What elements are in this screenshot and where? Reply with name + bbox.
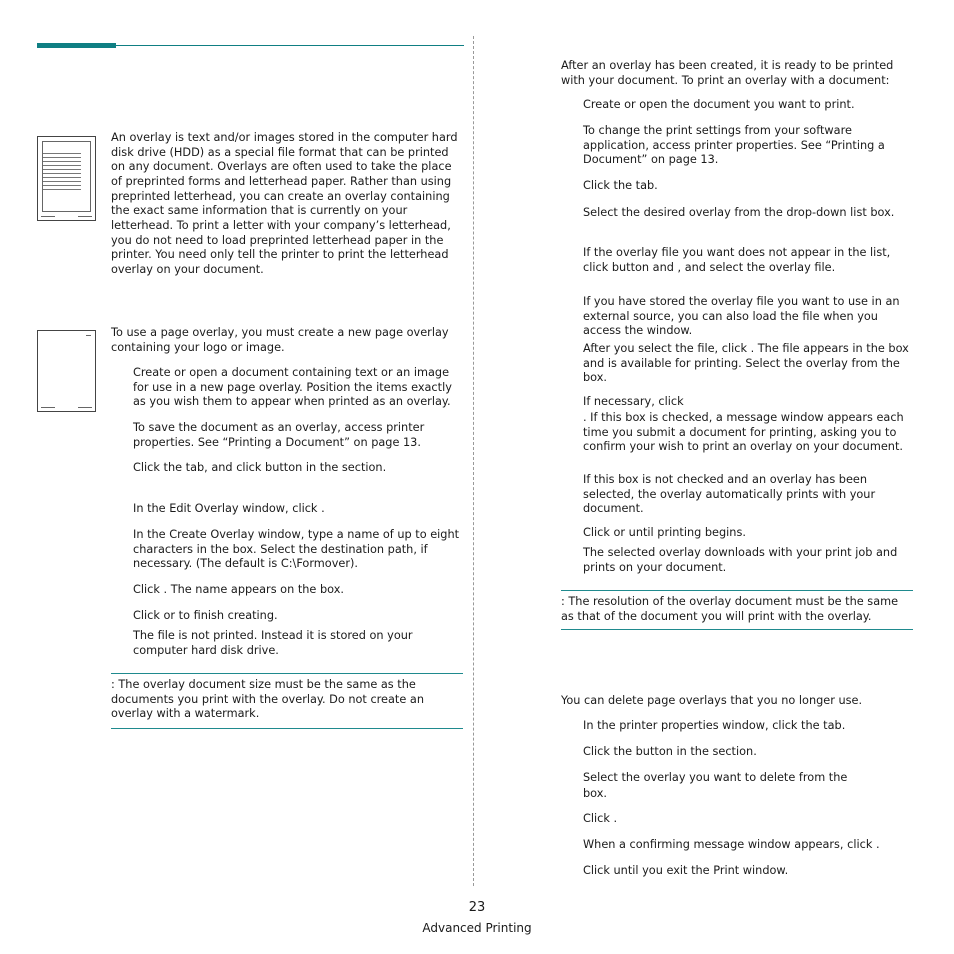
delete-step-1: In the printer properties window, click the tab. — [583, 719, 846, 732]
delete-step-3: Select the overlay you want to delete from the — [583, 771, 848, 784]
print-step-3: Click the tab. — [583, 179, 658, 192]
note-overlay-size: : The overlay document size must be the same as the documents you print with the overlay. Do not create an overlay with a watermark. — [111, 678, 424, 721]
footer-section-title: Advanced Printing — [422, 921, 532, 935]
create-step-2: To save the document as an overlay, access printer properties. See “Printing a Document” on page 13. — [133, 421, 425, 449]
create-step-4: In the Edit Overlay window, click . — [133, 502, 325, 515]
blank-page-icon — [37, 330, 96, 412]
create-step-5: In the Create Overlay window, type a name of up to eight characters in the box. Select the destination path, if necessary. (The default is C:\Formover). — [133, 528, 460, 571]
create-step-8: The file is not printed. Instead it is stored on your computer hard disk drive. — [133, 629, 413, 657]
note2-rule-top — [561, 590, 913, 591]
print-step-8: If necessary, click — [583, 395, 684, 408]
note-rule-top — [111, 673, 463, 674]
create-step-7: Click or to finish creating. — [133, 609, 278, 622]
letterhead-page-icon — [37, 136, 96, 221]
delete-step-3-cont: box. — [583, 787, 608, 800]
print-step-10: If this box is not checked and an overlay has been selected, the overlay automatically prints with your document. — [583, 473, 876, 516]
print-step-9: . If this box is checked, a message window appears each time you submit a document for printing, asking you to confirm your wish to print an overlay on your document. — [583, 411, 904, 454]
header-accent-bar — [37, 43, 116, 48]
print-step-12: The selected overlay downloads with your print job and prints on your document. — [583, 546, 898, 574]
delete-step-5: When a confirming message window appears, click . — [583, 838, 880, 851]
print-step-2: To change the print settings from your software application, access printer properties. See “Printing a Document” on page 13. — [583, 124, 885, 167]
note2-rule-bottom — [561, 629, 913, 630]
page-number: 23 — [468, 900, 486, 915]
create-step-3: Click the tab, and click button in the section. — [133, 461, 387, 474]
create-step-6: Click . The name appears on the box. — [133, 583, 344, 596]
delete-step-4: Click . — [583, 812, 618, 825]
print-overlay-intro: After an overlay has been created, it is ready to be printed with your document. To print an overlay with a document: — [561, 59, 894, 87]
delete-step-6: Click until you exit the Print window. — [583, 864, 789, 877]
print-step-6: If you have stored the overlay file you want to use in an external source, you can also load the file when you access the window. — [583, 295, 900, 338]
overlay-intro: An overlay is text and/or images stored in the computer hard disk drive (HDD) as a special file format that can be printed on any document. Overlays are often used to take the place of preprinted forms and letterhead paper. Rather than using preprinted letterhead, you can create an overlay containing the exact same information that is currently on your letterhead. To print a letter with your company’s letterhead, you do not need to load preprinted letterhead paper in the printer. You need only tell the printer to print the letterhead overlay on your document. — [111, 131, 458, 277]
print-step-1: Create or open the document you want to print. — [583, 98, 855, 111]
column-divider — [473, 36, 474, 886]
print-step-11: Click or until printing begins. — [583, 526, 746, 539]
print-step-4: Select the desired overlay from the drop-down list box. — [583, 206, 895, 219]
note-overlay-resolution: : The resolution of the overlay document must be the same as that of the document you will print with the overlay. — [561, 595, 899, 623]
create-step-1: Create or open a document containing text or an image for use in a new page overlay. Position the items exactly as you wish them to appear when printed as an overlay. — [133, 366, 452, 409]
print-step-5: If the overlay file you want does not appear in the list, click button and , and select the overlay file. — [583, 246, 891, 274]
delete-overlay-intro: You can delete page overlays that you no longer use. — [561, 694, 863, 707]
header-rule — [116, 45, 464, 46]
print-step-7: After you select the file, click . The file appears in the box and is available for printing. Select the overlay from the box. — [583, 342, 909, 385]
note-rule-bottom — [111, 728, 463, 729]
create-overlay-intro: To use a page overlay, you must create a new page overlay containing your logo or image. — [111, 326, 449, 354]
delete-step-2: Click the button in the section. — [583, 745, 757, 758]
